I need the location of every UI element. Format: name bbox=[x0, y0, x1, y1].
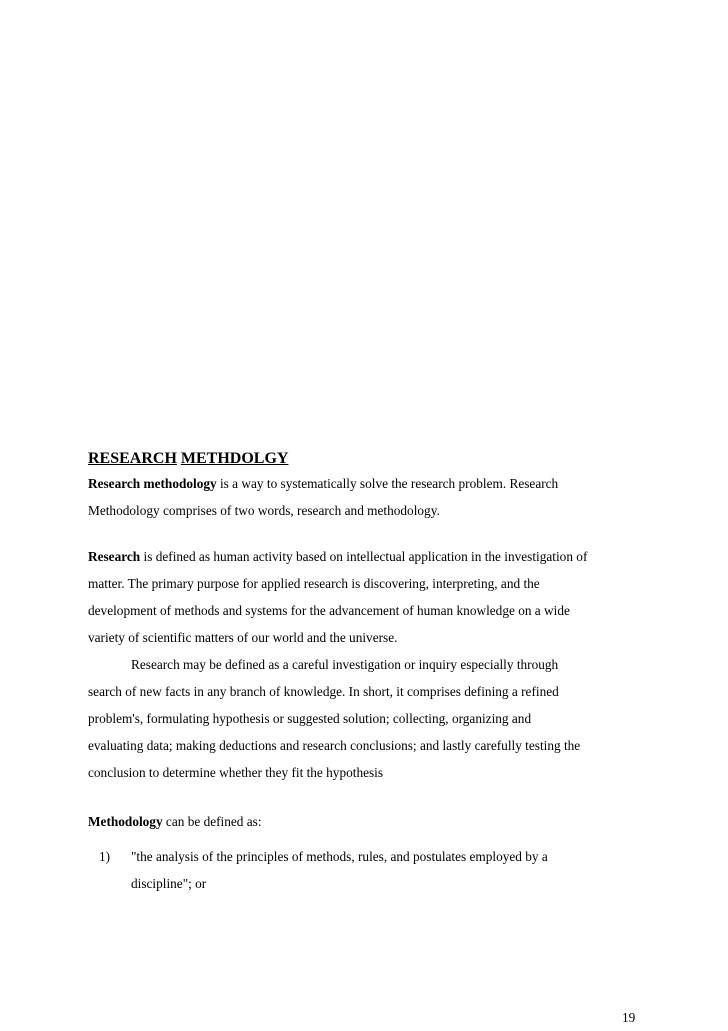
list-item-line1: "the analysis of the principles of methods, rules, and postulates employed by a bbox=[131, 849, 548, 864]
para2-line1-rest: is defined as human activity based on intellectual application in the investigation of bbox=[140, 549, 588, 564]
para3-line3: problem's, formulating hypothesis or suggested solution; collecting, organizing and bbox=[88, 711, 532, 726]
para2-line1 bbox=[88, 543, 648, 570]
section-heading bbox=[88, 448, 648, 470]
spacer bbox=[88, 835, 648, 843]
para2-line4: variety of scientific matters of our world and the universe. bbox=[88, 630, 398, 645]
para3-line2: search of new facts in any branch of knowledge. In short, it comprises defining a refined bbox=[88, 684, 559, 699]
para1-line1-rest: is a way to systematically solve the research problem. Research bbox=[216, 476, 559, 491]
para1-line1 bbox=[88, 470, 648, 497]
para4-lead: Methodology bbox=[88, 814, 163, 829]
page-number: 19 bbox=[622, 1010, 636, 1025]
para2-line2: matter. The primary purpose for applied research is discovering, interpreting, and the bbox=[88, 576, 540, 591]
para4 bbox=[88, 808, 648, 835]
para2-lead: Research bbox=[88, 549, 141, 564]
para3-line4: evaluating data; making deductions and research conclusions; and lastly carefully testing the bbox=[88, 738, 581, 753]
spacer bbox=[88, 786, 648, 808]
spacer bbox=[88, 524, 648, 543]
heading-word-research: RESEARCH bbox=[88, 450, 177, 467]
list-item-number: 1) bbox=[99, 849, 111, 864]
para1-line2: Methodology comprises of two words, research and methodology. bbox=[88, 503, 440, 518]
list-item bbox=[88, 843, 648, 870]
para1-lead: Research methodology bbox=[88, 476, 217, 491]
list-item-continuation: discipline"; or bbox=[131, 876, 207, 891]
para2-line3: development of methods and systems for the advancement of human knowledge on a wide bbox=[88, 603, 570, 618]
page-content bbox=[88, 448, 648, 897]
para4-rest: can be defined as: bbox=[162, 814, 262, 829]
heading-word-methodology: METHDOLGY bbox=[180, 450, 289, 467]
para3-line1: Research may be defined as a careful investigation or inquiry especially through bbox=[131, 657, 559, 672]
para3-line5: conclusion to determine whether they fit the hypothesis bbox=[88, 765, 384, 780]
